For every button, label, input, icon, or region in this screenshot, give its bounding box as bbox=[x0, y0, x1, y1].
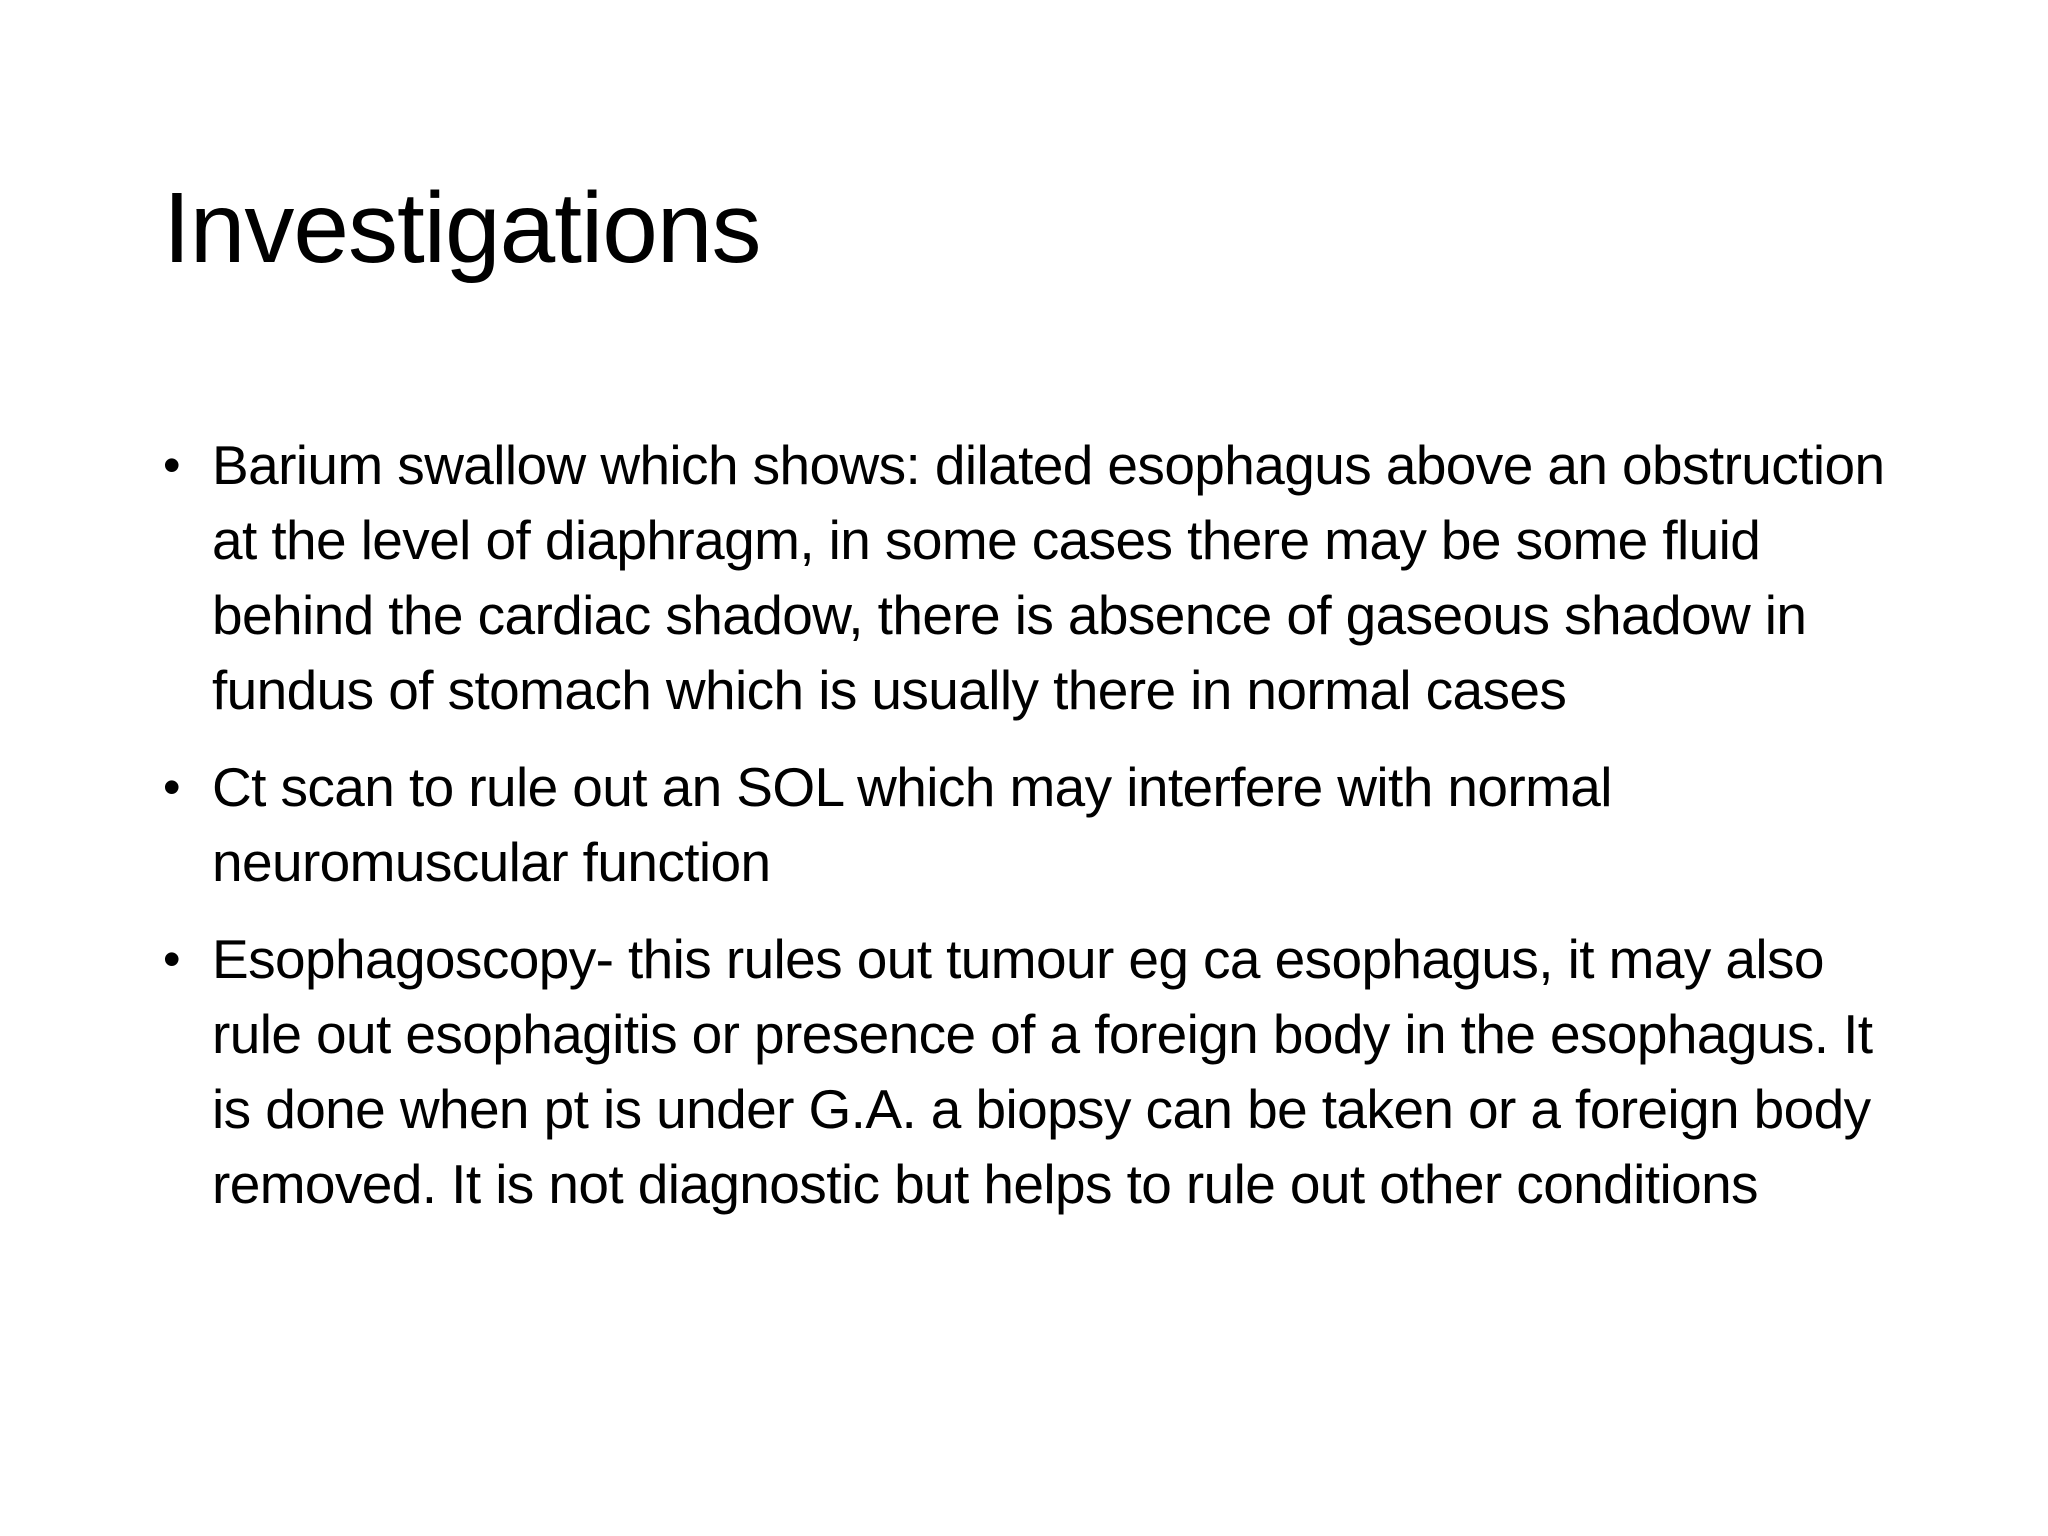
bullet-dot-icon: • bbox=[163, 437, 180, 493]
slide-title: Investigations bbox=[163, 172, 761, 284]
bullet-text: Esophagoscopy- this rules out tumour eg ca esophagus, it may also rule out esophagitis or presence of a foreign body in the esophagus. It is done when pt is under G.A. a biopsy can be taken or a foreign body removed. It is not diagnostic but helps to rule out other conditions bbox=[212, 928, 1873, 1215]
list-item bbox=[163, 922, 1903, 1222]
bullet-text: Barium swallow which shows: dilated esophagus above an obstruction at the level of diaphragm, in some cases there may be some fluid behind the cardiac shadow, there is absence of gaseous shadow in fundus of stomach which is usually there in normal cases bbox=[212, 434, 1885, 721]
bullet-dot-icon: • bbox=[163, 759, 180, 815]
list-item bbox=[163, 750, 1903, 900]
bullet-text: Ct scan to rule out an SOL which may interfere with normal neuromuscular function bbox=[212, 756, 1612, 893]
bullet-dot-icon: • bbox=[163, 931, 180, 987]
list-item bbox=[163, 428, 1903, 728]
bullet-list bbox=[163, 428, 1903, 1244]
